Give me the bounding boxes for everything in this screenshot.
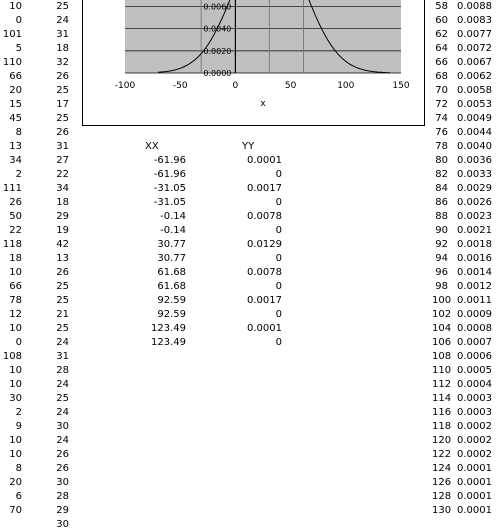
cell-col-b[interactable]: 19 [56,225,69,236]
x-tick-label: -50 [172,81,188,91]
cell-col-a[interactable]: 10 [9,323,22,334]
cell-col-y[interactable]: 0.0001 [457,491,492,502]
cell-yy[interactable]: 0.0017 [247,183,282,194]
cell-yy[interactable]: 0 [275,197,282,208]
cell-col-a[interactable]: 30 [9,393,22,404]
cell-col-y[interactable]: 0.0058 [457,85,492,96]
cell-col-x[interactable]: 100 [432,295,452,306]
cell-col-b[interactable]: 30 [56,477,69,488]
cell-col-x[interactable]: 130 [432,505,452,516]
cell-col-a[interactable]: 20 [9,85,22,96]
cell-col-b[interactable]: 22 [56,169,69,180]
cell-col-y[interactable]: 0.0053 [457,99,492,110]
cell-col-b[interactable]: 26 [56,463,69,474]
cell-xx[interactable]: -0.14 [160,211,186,222]
cell-xx[interactable]: 92.59 [157,295,186,306]
cell-col-b[interactable]: 25 [56,1,69,12]
cell-col-b[interactable]: 25 [56,113,69,124]
cell-col-x[interactable]: 108 [432,351,452,362]
cell-col-y[interactable]: 0.0014 [457,267,492,278]
cell-col-b[interactable]: 28 [56,491,69,502]
cell-col-x[interactable]: 114 [432,393,452,404]
cell-col-a[interactable]: 0 [15,15,22,26]
cell-col-b[interactable]: 26 [56,71,69,82]
cell-col-b[interactable]: 24 [56,337,69,348]
cell-col-y[interactable]: 0.0049 [457,113,492,124]
x-tick-label: 100 [337,81,355,91]
x-tick-label: 0 [232,81,239,91]
cell-col-x[interactable]: 90 [435,225,448,236]
cell-col-x[interactable]: 122 [432,449,452,460]
cell-col-b[interactable]: 18 [56,197,69,208]
cell-col-a[interactable]: 34 [9,155,22,166]
cell-col-b[interactable]: 28 [56,365,69,376]
cell-xx[interactable]: 30.77 [157,253,186,264]
cell-col-a[interactable]: 118 [2,239,22,250]
cell-col-b[interactable]: 30 [56,519,69,530]
cell-col-x[interactable]: 96 [435,267,448,278]
y-tick-label: 0.0040 [203,24,232,34]
cell-col-x[interactable]: 128 [432,491,452,502]
cell-col-b[interactable]: 27 [56,155,69,166]
cell-col-x[interactable]: 60 [435,15,448,26]
cell-yy[interactable]: 0 [275,169,282,180]
cell-col-y[interactable]: 0.0001 [457,505,492,516]
cell-col-y[interactable]: 0.0021 [457,225,492,236]
cell-xx[interactable]: -31.05 [153,197,186,208]
cell-xx[interactable]: -0.14 [160,225,186,236]
cell-yy[interactable]: 0.0001 [247,323,282,334]
cell-col-b[interactable]: 26 [56,267,69,278]
cell-col-y[interactable]: 0.0002 [457,435,492,446]
cell-col-a[interactable]: 15 [9,99,22,110]
cell-col-y[interactable]: 0.0005 [457,365,492,376]
cell-col-y[interactable]: 0.0002 [457,421,492,432]
cell-col-y[interactable]: 0.0006 [457,351,492,362]
cell-col-a[interactable]: 5 [15,43,22,54]
cell-col-y[interactable]: 0.0036 [457,155,492,166]
cell-col-y[interactable]: 0.0018 [457,239,492,250]
cell-col-x[interactable]: 94 [435,253,448,264]
cell-col-a[interactable]: 70 [9,505,22,516]
cell-col-x[interactable]: 78 [435,141,448,152]
cell-col-y[interactable]: 0.0029 [457,183,492,194]
cell-col-a[interactable]: 108 [2,351,22,362]
cell-col-x[interactable]: 70 [435,85,448,96]
cell-col-b[interactable]: 25 [56,295,69,306]
cell-yy[interactable]: 0 [275,281,282,292]
cell-col-y[interactable]: 0.0004 [457,379,492,390]
cell-col-b[interactable]: 42 [56,239,69,250]
cell-col-y[interactable]: 0.0016 [457,253,492,264]
cell-col-x[interactable]: 68 [435,71,448,82]
cell-xx[interactable]: -61.96 [153,155,186,166]
cell-col-y[interactable]: 0.0009 [457,309,492,320]
cell-col-a[interactable]: 45 [9,113,22,124]
cell-col-y[interactable]: 0.0026 [457,197,492,208]
cell-col-a[interactable]: 18 [9,253,22,264]
cell-col-a[interactable]: 10 [9,267,22,278]
cell-col-x[interactable]: 72 [435,99,448,110]
cell-col-b[interactable]: 29 [56,211,69,222]
table-header-yy[interactable]: YY [242,141,255,152]
cell-col-x[interactable]: 106 [432,337,452,348]
cell-col-a[interactable]: 6 [15,491,22,502]
cell-col-b[interactable]: 26 [56,449,69,460]
cell-col-x[interactable]: 102 [432,309,452,320]
cell-xx[interactable]: 92.59 [157,309,186,320]
cell-col-a[interactable]: 8 [15,127,22,138]
cell-col-a[interactable]: 66 [9,71,22,82]
cell-col-y[interactable]: 0.0083 [457,15,492,26]
cell-col-x[interactable]: 118 [432,421,452,432]
cell-col-y[interactable]: 0.0033 [457,169,492,180]
cell-col-b[interactable]: 25 [56,85,69,96]
cell-col-y[interactable]: 0.0012 [457,281,492,292]
cell-col-x[interactable]: 58 [435,1,448,12]
cell-col-a[interactable]: 66 [9,281,22,292]
cell-col-x[interactable]: 80 [435,155,448,166]
cell-col-y[interactable]: 0.0040 [457,141,492,152]
cell-col-b[interactable]: 18 [56,43,69,54]
cell-yy[interactable]: 0 [275,337,282,348]
cell-col-a[interactable]: 8 [15,463,22,474]
cell-col-b[interactable]: 21 [56,309,69,320]
cell-col-b[interactable]: 29 [56,505,69,516]
cell-col-b[interactable]: 32 [56,57,69,68]
x-tick-label: 150 [392,81,410,91]
cell-col-b[interactable]: 25 [56,323,69,334]
cell-col-b[interactable]: 25 [56,393,69,404]
cell-col-x[interactable]: 98 [435,281,448,292]
cell-col-x[interactable]: 86 [435,197,448,208]
cell-col-a[interactable]: 10 [9,1,22,12]
cell-col-a[interactable]: 12 [9,309,22,320]
cell-col-y[interactable]: 0.0077 [457,29,492,40]
y-tick-label: 0.0000 [203,69,232,78]
cell-col-y[interactable]: 0.0008 [457,323,492,334]
cell-col-x[interactable]: 116 [432,407,452,418]
cell-col-y[interactable]: 0.0001 [457,477,492,488]
cell-col-b[interactable]: 34 [56,183,69,194]
cell-col-x[interactable]: 88 [435,211,448,222]
y-tick-label: 0.0020 [203,46,232,56]
cell-col-a[interactable]: 2 [15,407,22,418]
x-axis-label: x [260,99,266,109]
cell-col-a[interactable]: 110 [2,57,22,68]
cell-col-b[interactable]: 24 [56,379,69,390]
cell-col-x[interactable]: 124 [432,463,452,474]
cell-xx[interactable]: -31.05 [153,183,186,194]
cell-col-x[interactable]: 92 [435,239,448,250]
y-tick-label: 0.0060 [203,2,232,12]
cell-yy[interactable]: 0.0078 [247,267,282,278]
cell-xx[interactable]: 123.49 [151,323,186,334]
cell-col-b[interactable]: 31 [56,29,69,40]
cell-col-x[interactable]: 120 [432,435,452,446]
cell-col-b[interactable]: 24 [56,15,69,26]
cell-col-x[interactable]: 126 [432,477,452,488]
cell-col-a[interactable]: 22 [9,225,22,236]
cell-yy[interactable]: 0.0017 [247,295,282,306]
cell-col-x[interactable]: 82 [435,169,448,180]
cell-xx[interactable]: 61.68 [157,267,186,278]
cell-col-x[interactable]: 110 [432,365,452,376]
cell-yy[interactable]: 0 [275,225,282,236]
cell-col-y[interactable]: 0.0007 [457,337,492,348]
cell-col-a[interactable]: 13 [9,141,22,152]
cell-col-y[interactable]: 0.0062 [457,71,492,82]
cell-col-a[interactable]: 9 [15,421,22,432]
cell-col-y[interactable]: 0.0002 [457,449,492,460]
x-tick-label: 50 [284,81,297,91]
cell-col-b[interactable]: 26 [56,127,69,138]
cell-col-x[interactable]: 64 [435,43,448,54]
plot-area [125,0,401,73]
cell-col-a[interactable]: 20 [9,477,22,488]
cell-col-y[interactable]: 0.0072 [457,43,492,54]
table-header-xx[interactable]: XX [145,141,159,152]
normal-density-chart [83,0,426,127]
cell-col-a[interactable]: 10 [9,449,22,460]
cell-col-b[interactable]: 30 [56,421,69,432]
cell-col-y[interactable]: 0.0067 [457,57,492,68]
cell-col-b[interactable]: 24 [56,435,69,446]
cell-col-y[interactable]: 0.0003 [457,407,492,418]
cell-col-a[interactable]: 2 [15,169,22,180]
cell-col-x[interactable]: 76 [435,127,448,138]
cell-col-y[interactable]: 0.0023 [457,211,492,222]
chart-box[interactable] [82,0,425,126]
cell-col-a[interactable]: 50 [9,211,22,222]
cell-yy[interactable]: 0 [275,253,282,264]
cell-col-a[interactable]: 26 [9,197,22,208]
cell-col-a[interactable]: 10 [9,435,22,446]
cell-col-x[interactable]: 104 [432,323,452,334]
cell-col-a[interactable]: 78 [9,295,22,306]
cell-yy[interactable]: 0.0129 [247,239,282,250]
cell-col-x[interactable]: 66 [435,57,448,68]
cell-col-y[interactable]: 0.0011 [457,295,492,306]
cell-col-b[interactable]: 25 [56,281,69,292]
cell-col-x[interactable]: 62 [435,29,448,40]
cell-yy[interactable]: 0 [275,309,282,320]
cell-col-a[interactable]: 10 [9,379,22,390]
cell-col-a[interactable]: 101 [2,29,22,40]
cell-col-y[interactable]: 0.0044 [457,127,492,138]
cell-col-y[interactable]: 0.0001 [457,463,492,474]
cell-col-b[interactable]: 13 [56,253,69,264]
x-tick-label: -100 [114,81,136,91]
cell-yy[interactable]: 0.0078 [247,211,282,222]
cell-xx[interactable]: 61.68 [157,281,186,292]
cell-col-a[interactable]: 111 [2,183,22,194]
cell-col-y[interactable]: 0.0003 [457,393,492,404]
cell-xx[interactable]: 123.49 [151,337,186,348]
cell-col-x[interactable]: 112 [432,379,452,390]
cell-col-x[interactable]: 74 [435,113,448,124]
cell-col-b[interactable]: 17 [56,99,69,110]
cell-xx[interactable]: -61.96 [153,169,186,180]
cell-col-y[interactable]: 0.0088 [457,1,492,12]
cell-col-a[interactable]: 10 [9,365,22,376]
cell-yy[interactable]: 0.0001 [247,155,282,166]
cell-col-b[interactable]: 31 [56,141,69,152]
cell-col-b[interactable]: 24 [56,407,69,418]
cell-col-a[interactable]: 0 [15,337,22,348]
cell-col-b[interactable]: 31 [56,351,69,362]
cell-col-x[interactable]: 84 [435,183,448,194]
cell-xx[interactable]: 30.77 [157,239,186,250]
